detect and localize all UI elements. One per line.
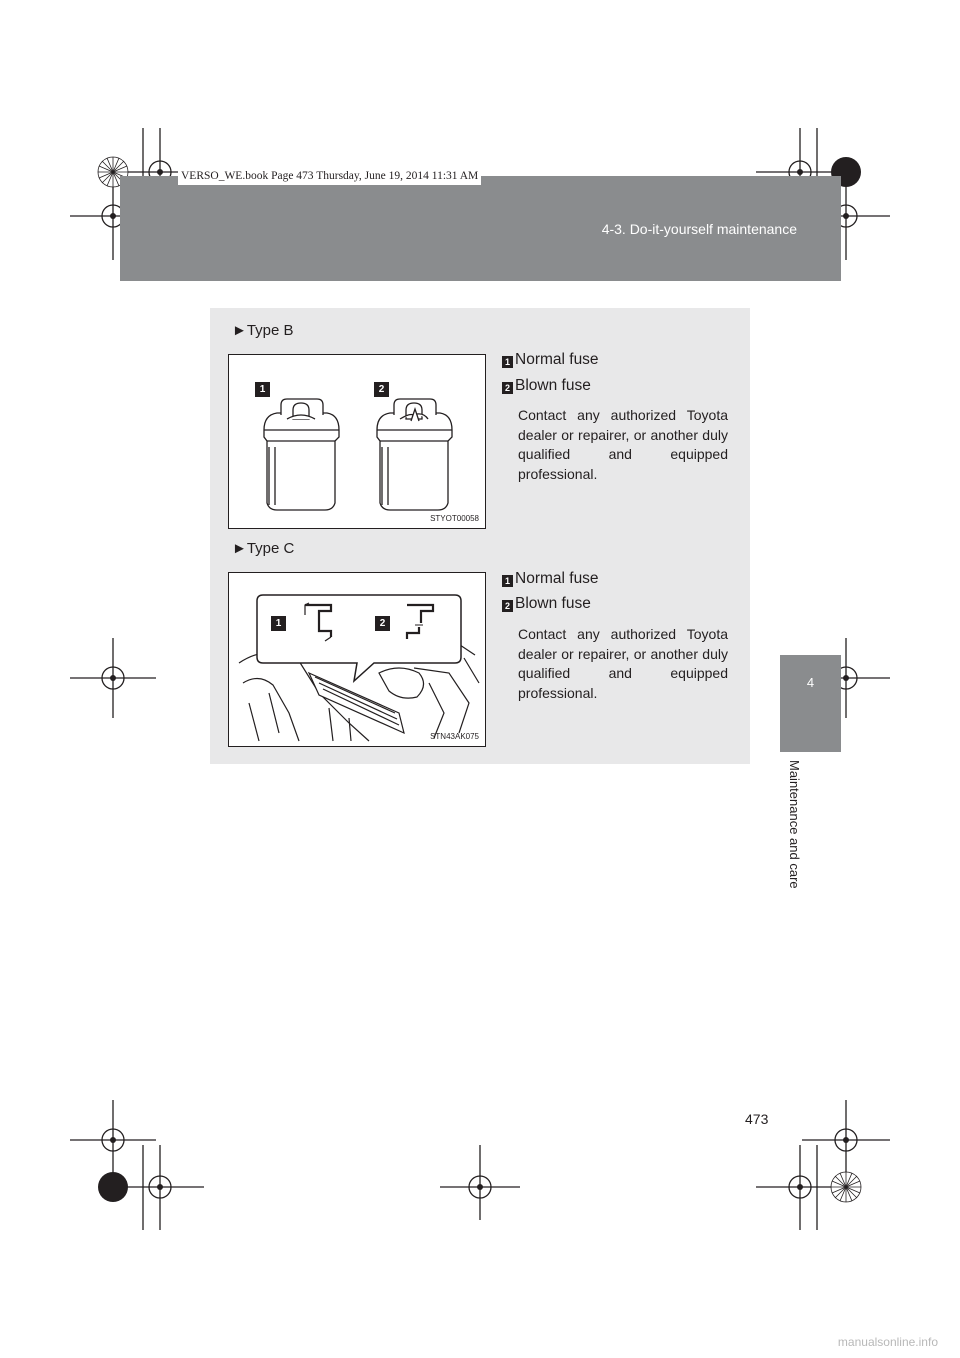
section-title: 4-3. Do-it-yourself maintenance bbox=[601, 221, 797, 237]
legend-number: 2 bbox=[502, 600, 513, 612]
legend-label: Blown fuse bbox=[515, 377, 591, 394]
chapter-label bbox=[780, 760, 810, 900]
type-b-heading: ►Type B bbox=[232, 322, 294, 339]
page-number: 473 bbox=[745, 1111, 769, 1127]
legend-number: 1 bbox=[502, 356, 513, 368]
fuse-box-illustration bbox=[229, 573, 485, 746]
callout-1: 1 bbox=[255, 382, 270, 397]
chapter-tab bbox=[780, 655, 841, 752]
type-c-legend bbox=[502, 569, 599, 614]
callout-2: 2 bbox=[374, 382, 389, 397]
legend-label: Normal fuse bbox=[515, 570, 599, 587]
chapter-number: 4 bbox=[806, 675, 815, 690]
watermark-link[interactable]: manualsonline.info bbox=[837, 1335, 938, 1349]
figure-code: STN43AK075 bbox=[430, 732, 479, 741]
fuse-cartridge-illustration bbox=[229, 355, 485, 528]
legend-item bbox=[502, 350, 599, 370]
type-c-heading: ►Type C bbox=[232, 540, 295, 557]
figure-code: STYOT00058 bbox=[430, 514, 479, 523]
type-b-figure bbox=[228, 354, 486, 529]
legend-item bbox=[502, 569, 599, 589]
legend-label: Blown fuse bbox=[515, 595, 591, 612]
type-c-advice: Contact any authorized Toyota dealer or repairer, or another duly qualified and equipped professional. bbox=[518, 626, 728, 701]
legend-label: Normal fuse bbox=[515, 351, 599, 368]
chapter-label-text: Maintenance and care bbox=[787, 760, 802, 889]
type-c-figure bbox=[228, 572, 486, 747]
legend-number: 2 bbox=[502, 382, 513, 394]
section-header-bar bbox=[120, 176, 841, 281]
type-b-advice: Contact any authorized Toyota dealer or repairer, or another duly qualified and equipped professional. bbox=[518, 407, 728, 482]
legend-item bbox=[502, 594, 599, 614]
type-b-legend bbox=[502, 350, 599, 396]
legend-number: 1 bbox=[502, 575, 513, 587]
book-stamp: VERSO_WE.book Page 473 Thursday, June 19, 2014 11:31 AM bbox=[178, 167, 481, 185]
callout-2: 2 bbox=[375, 616, 390, 631]
callout-1: 1 bbox=[271, 616, 286, 631]
legend-item bbox=[502, 376, 599, 396]
